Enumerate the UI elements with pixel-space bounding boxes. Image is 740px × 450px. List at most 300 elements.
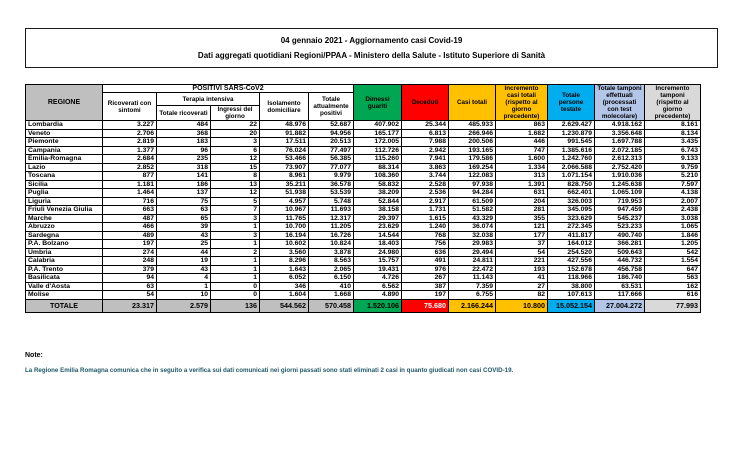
value-cell: 313 [496,172,548,181]
region-row [26,282,701,291]
value-cell: 77.077 [309,163,354,172]
value-cell: 13 [211,180,260,189]
value-cell: 63 [157,206,211,215]
value-cell: 248 [103,257,157,266]
value-cell: 976 [402,265,449,274]
value-cell: 165.177 [354,129,402,138]
value-cell: 6 [211,146,260,155]
value-cell: 29.494 [449,248,496,257]
value-cell: 200.506 [449,138,496,147]
value-cell: 24.811 [449,257,496,266]
value-cell: 19 [157,257,211,266]
value-cell: 36.074 [449,223,496,232]
value-cell: 15 [211,163,260,172]
value-cell: 18.403 [354,240,402,249]
value-cell: 27 [496,282,548,291]
value-cell: 4.957 [260,197,309,206]
header-deceduti: Deceduti [402,85,449,121]
total-value-cell: 27.004.272 [595,299,645,312]
region-row [26,265,701,274]
value-cell: 122.083 [449,172,496,181]
value-cell: 4.726 [354,274,402,283]
value-cell: 15.757 [354,257,402,266]
value-cell: 186.740 [595,274,645,283]
total-value-cell: 1.520.106 [354,299,402,312]
value-cell: 366.281 [595,240,645,249]
value-cell: 94 [103,274,157,283]
value-cell: 82 [496,291,548,300]
value-cell: 7.359 [449,282,496,291]
value-cell: 22.472 [449,265,496,274]
value-cell: 193 [496,265,548,274]
header-ingressi-del-giorno: Ingressi del giorno [211,106,260,121]
value-cell: 96 [157,146,211,155]
value-cell: 38.209 [354,189,402,198]
value-cell: 490.740 [595,231,645,240]
total-value-cell: 2.166.244 [449,299,496,312]
value-cell: 10.602 [260,240,309,249]
table-header [26,85,701,121]
value-cell: 1.377 [103,146,157,155]
total-value-cell: 2.579 [157,299,211,312]
value-cell: 1.242.760 [548,155,595,164]
value-cell: 121 [496,223,548,232]
value-cell: 61.509 [449,197,496,206]
value-cell: 197 [402,291,449,300]
value-cell: 2.438 [645,206,701,215]
value-cell: 2.528 [402,180,449,189]
value-cell: 2.072.185 [595,146,645,155]
total-value-cell: 15.052.154 [548,299,595,312]
value-cell: 25.344 [402,121,449,130]
value-cell: 63.531 [595,282,645,291]
value-cell: 23.629 [354,223,402,232]
value-cell: 108.360 [354,172,402,181]
value-cell: 545.237 [595,214,645,223]
value-cell: 346 [260,282,309,291]
value-cell: 631 [496,189,548,198]
value-cell: 17.511 [260,138,309,147]
value-cell: 1.065.109 [595,189,645,198]
region-row [26,257,701,266]
value-cell: 387 [402,282,449,291]
region-row [26,172,701,181]
value-cell: 52.844 [354,197,402,206]
value-cell: 2.065 [309,265,354,274]
value-cell: 947.459 [595,206,645,215]
region-row [26,163,701,172]
value-cell: 63 [103,282,157,291]
value-cell: 6.743 [645,146,701,155]
region-name: Molise [26,291,103,300]
value-cell: 768 [402,231,449,240]
value-cell: 410 [309,282,354,291]
value-cell: 1 [211,240,260,249]
value-cell: 274 [103,248,157,257]
value-cell: 235 [157,155,211,164]
value-cell: 12 [211,189,260,198]
value-cell: 10.824 [309,240,354,249]
value-cell: 97.938 [449,180,496,189]
region-name: Toscana [26,172,103,181]
value-cell: 38.800 [548,282,595,291]
region-name: Calabria [26,257,103,266]
header-dimessi-guariti: Dimessi guariti [354,85,402,121]
region-name: Abruzzo [26,223,103,232]
total-value-cell: 544.562 [260,299,309,312]
region-name: Emilia-Romagna [26,155,103,164]
value-cell: 719.953 [595,197,645,206]
region-row [26,138,701,147]
value-cell: 0 [211,291,260,300]
value-cell: 2.684 [103,155,157,164]
value-cell: 3.560 [260,248,309,257]
value-cell: 2.819 [103,138,157,147]
total-value-cell: 10.800 [496,299,548,312]
total-value-cell: 136 [211,299,260,312]
value-cell: 7.597 [645,180,701,189]
value-cell: 6.562 [354,282,402,291]
value-cell: 43 [157,265,211,274]
value-cell: 11.205 [309,223,354,232]
value-cell: 4.138 [645,189,701,198]
value-cell: 88.314 [354,163,402,172]
value-cell: 281 [496,206,548,215]
header-tamponi: Totale tamponi effettuati (processati con test molecolare) [595,85,645,121]
value-cell: 193.165 [449,146,496,155]
value-cell: 1.391 [496,180,548,189]
region-row [26,129,701,138]
value-cell: 9.979 [309,172,354,181]
value-cell: 91.882 [260,129,309,138]
value-cell: 37 [496,240,548,249]
value-cell: 8.961 [260,172,309,181]
value-cell: 647 [645,265,701,274]
region-row [26,146,701,155]
value-cell: 318 [157,163,211,172]
value-cell: 9.759 [645,163,701,172]
value-cell: 6.150 [309,274,354,283]
value-cell: 8 [211,172,260,181]
value-cell: 2.852 [103,163,157,172]
value-cell: 54 [496,248,548,257]
value-cell: 863 [496,121,548,130]
region-name: Lazio [26,163,103,172]
value-cell: 204 [496,197,548,206]
header-terapia-intensiva-group: Terapia intensiva [157,93,260,106]
header-positivi-group: POSITIVI SARS-CoV2 [103,85,354,93]
value-cell: 877 [103,172,157,181]
value-cell: 25 [157,240,211,249]
value-cell: 5.210 [645,172,701,181]
value-cell: 1.205 [645,240,701,249]
value-cell: 20 [211,129,260,138]
value-cell: 11.693 [309,206,354,215]
report-title: 04 gennaio 2021 - Aggiornamento casi Covid-19 [280,35,463,45]
region-name: Umbria [26,248,103,257]
region-row [26,291,701,300]
value-cell: 489 [103,231,157,240]
value-cell: 137 [157,189,211,198]
value-cell: 22 [211,121,260,130]
value-cell: 379 [103,265,157,274]
value-cell: 1.464 [103,189,157,198]
region-name: P.A. Bolzano [26,240,103,249]
region-row [26,223,701,232]
value-cell: 43.329 [449,214,496,223]
report-subtitle: Dati aggregati quotidiani Regioni/PPAA - Ministero della Salute - Istituto Superiore di Sanità [197,51,546,61]
region-name: Veneto [26,129,103,138]
value-cell: 1 [211,274,260,283]
value-cell: 164.012 [548,240,595,249]
value-cell: 6.813 [402,129,449,138]
value-cell: 221 [496,257,548,266]
value-cell: 141 [157,172,211,181]
value-cell: 77.497 [309,146,354,155]
value-cell: 12.317 [309,214,354,223]
value-cell: 2.007 [645,197,701,206]
value-cell: 10.967 [260,206,309,215]
region-row [26,248,701,257]
value-cell: 51.938 [260,189,309,198]
header-isolamento-domiciliare: Isolamento domiciliare [260,93,309,121]
region-row [26,206,701,215]
region-row [26,189,701,198]
value-cell: 197 [103,240,157,249]
value-cell: 183 [157,138,211,147]
value-cell: 56.385 [309,155,354,164]
header-totale-ricoverati: Totale ricoverati [157,106,211,121]
value-cell: 1.554 [645,257,701,266]
region-row [26,121,701,130]
value-cell: 9.133 [645,155,701,164]
value-cell: 1.731 [402,206,449,215]
total-value-cell: 570.458 [309,299,354,312]
value-cell: 4.918.162 [595,121,645,130]
value-cell: 326.003 [548,197,595,206]
value-cell: 8.161 [645,121,701,130]
value-cell: 1.682 [496,129,548,138]
value-cell: 747 [496,146,548,155]
region-row [26,180,701,189]
region-name: Puglia [26,189,103,198]
region-name: Basilicata [26,274,103,283]
value-cell: 112.726 [354,146,402,155]
value-cell: 7.988 [402,138,449,147]
value-cell: 3.744 [402,172,449,181]
value-cell: 6.052 [260,274,309,283]
value-cell: 3 [211,214,260,223]
notes-body: La Regione Emilia Romagna comunica che in seguito a verifica sui dati comunicati nei giorni passati sono stati eliminati 2 casi in quanto giudicati non casi COVID-19. [25,367,514,374]
value-cell: 12 [211,155,260,164]
value-cell: 1.643 [260,265,309,274]
value-cell: 368 [157,129,211,138]
value-cell: 11.143 [449,274,496,283]
value-cell: 7.941 [402,155,449,164]
value-cell: 7 [211,206,260,215]
value-cell: 1.600 [496,155,548,164]
value-cell: 172.005 [354,138,402,147]
value-cell: 1.245.638 [595,180,645,189]
value-cell: 2.752.420 [595,163,645,172]
value-cell: 39 [157,223,211,232]
value-cell: 254.520 [548,248,595,257]
region-row [26,231,701,240]
value-cell: 48.976 [260,121,309,130]
region-name: Friuli Venezia Giulia [26,206,103,215]
value-cell: 2.066.588 [548,163,595,172]
value-cell: 2.706 [103,129,157,138]
region-name: P.A. Trento [26,265,103,274]
value-cell: 616 [645,291,701,300]
region-name: Marche [26,214,103,223]
value-cell: 1.385.616 [548,146,595,155]
covid-data-table [25,84,701,313]
value-cell: 169.254 [449,163,496,172]
value-cell: 1 [211,265,260,274]
value-cell: 456.758 [595,265,645,274]
value-cell: 266.946 [449,129,496,138]
value-cell: 1.697.788 [595,138,645,147]
value-cell: 29.397 [354,214,402,223]
value-cell: 485.933 [449,121,496,130]
header-incremento-casi: Incremento casi totali (rispetto al giorno precedente) [496,85,548,121]
value-cell: 53.539 [309,189,354,198]
value-cell: 73.907 [260,163,309,172]
value-cell: 186 [157,180,211,189]
value-cell: 1.240 [402,223,449,232]
value-cell: 2.612.313 [595,155,645,164]
value-cell: 76.024 [260,146,309,155]
value-cell: 3.038 [645,214,701,223]
header-totale-attualmente-positivi: Totale attualmente positivi [309,93,354,121]
value-cell: 10.700 [260,223,309,232]
value-cell: 3 [211,231,260,240]
value-cell: 1.334 [496,163,548,172]
value-cell: 5 [211,197,260,206]
value-cell: 991.545 [548,138,595,147]
region-row [26,214,701,223]
value-cell: 407.902 [354,121,402,130]
header-persone-testate: Totale persone testate [548,85,595,121]
value-cell: 16.194 [260,231,309,240]
value-cell: 1 [211,257,260,266]
value-cell: 2.917 [402,197,449,206]
value-cell: 3.356.648 [595,129,645,138]
header-casi-totali: Casi totali [449,85,496,121]
value-cell: 4 [157,274,211,283]
value-cell: 355 [496,214,548,223]
value-cell: 58.832 [354,180,402,189]
value-cell: 466 [103,223,157,232]
value-cell: 107.613 [548,291,595,300]
region-name: Sardegna [26,231,103,240]
value-cell: 3 [211,138,260,147]
value-cell: 345.095 [548,206,595,215]
value-cell: 272.345 [548,223,595,232]
value-cell: 38.158 [354,206,402,215]
value-cell: 1.181 [103,180,157,189]
value-cell: 2.942 [402,146,449,155]
value-cell: 44 [157,248,211,257]
value-cell: 118.966 [548,274,595,283]
value-cell: 36.578 [309,180,354,189]
value-cell: 20.513 [309,138,354,147]
value-cell: 267 [402,274,449,283]
value-cell: 1.668 [309,291,354,300]
value-cell: 10 [157,291,211,300]
value-cell: 75 [157,197,211,206]
value-cell: 177 [496,231,548,240]
value-cell: 2.536 [402,189,449,198]
value-cell: 162 [645,282,701,291]
value-cell: 94.284 [449,189,496,198]
value-cell: 756 [402,240,449,249]
value-cell: 52.687 [309,121,354,130]
total-row [26,299,701,312]
value-cell: 6.755 [449,291,496,300]
value-cell: 636 [402,248,449,257]
value-cell: 1.846 [645,231,701,240]
notes-heading: Note: [25,352,43,359]
region-row [26,240,701,249]
value-cell: 43 [157,231,211,240]
region-row [26,274,701,283]
value-cell: 24.980 [354,248,402,257]
value-cell: 3.227 [103,121,157,130]
value-cell: 2.629.427 [548,121,595,130]
region-name: Valle d'Aosta [26,282,103,291]
value-cell: 8.134 [645,129,701,138]
value-cell: 323.629 [548,214,595,223]
value-cell: 1.615 [402,214,449,223]
total-value-cell: 77.993 [645,299,701,312]
title-box [25,28,718,68]
value-cell: 11.765 [260,214,309,223]
value-cell: 0 [211,282,260,291]
value-cell: 41 [496,274,548,283]
value-cell: 3.863 [402,163,449,172]
value-cell: 32.038 [449,231,496,240]
value-cell: 19.431 [354,265,402,274]
value-cell: 491 [402,257,449,266]
value-cell: 427.556 [548,257,595,266]
header-ricoverati-con-sintomi: Ricoverati con sintomi [103,93,157,121]
value-cell: 3.878 [309,248,354,257]
value-cell: 411.817 [548,231,595,240]
value-cell: 152.678 [548,265,595,274]
value-cell: 5.748 [309,197,354,206]
table-body [26,121,701,313]
value-cell: 53.466 [260,155,309,164]
value-cell: 1.065 [645,223,701,232]
value-cell: 115.260 [354,155,402,164]
value-cell: 14.544 [354,231,402,240]
region-name: Lombardia [26,121,103,130]
total-value-cell: 75.680 [402,299,449,312]
value-cell: 179.586 [449,155,496,164]
value-cell: 446.732 [595,257,645,266]
value-cell: 94.956 [309,129,354,138]
value-cell: 2 [211,248,260,257]
header-regione: REGIONE [26,85,103,121]
value-cell: 484 [157,121,211,130]
value-cell: 1 [157,282,211,291]
value-cell: 542 [645,248,701,257]
value-cell: 487 [103,214,157,223]
value-cell: 1.910.036 [595,172,645,181]
value-cell: 117.666 [595,291,645,300]
